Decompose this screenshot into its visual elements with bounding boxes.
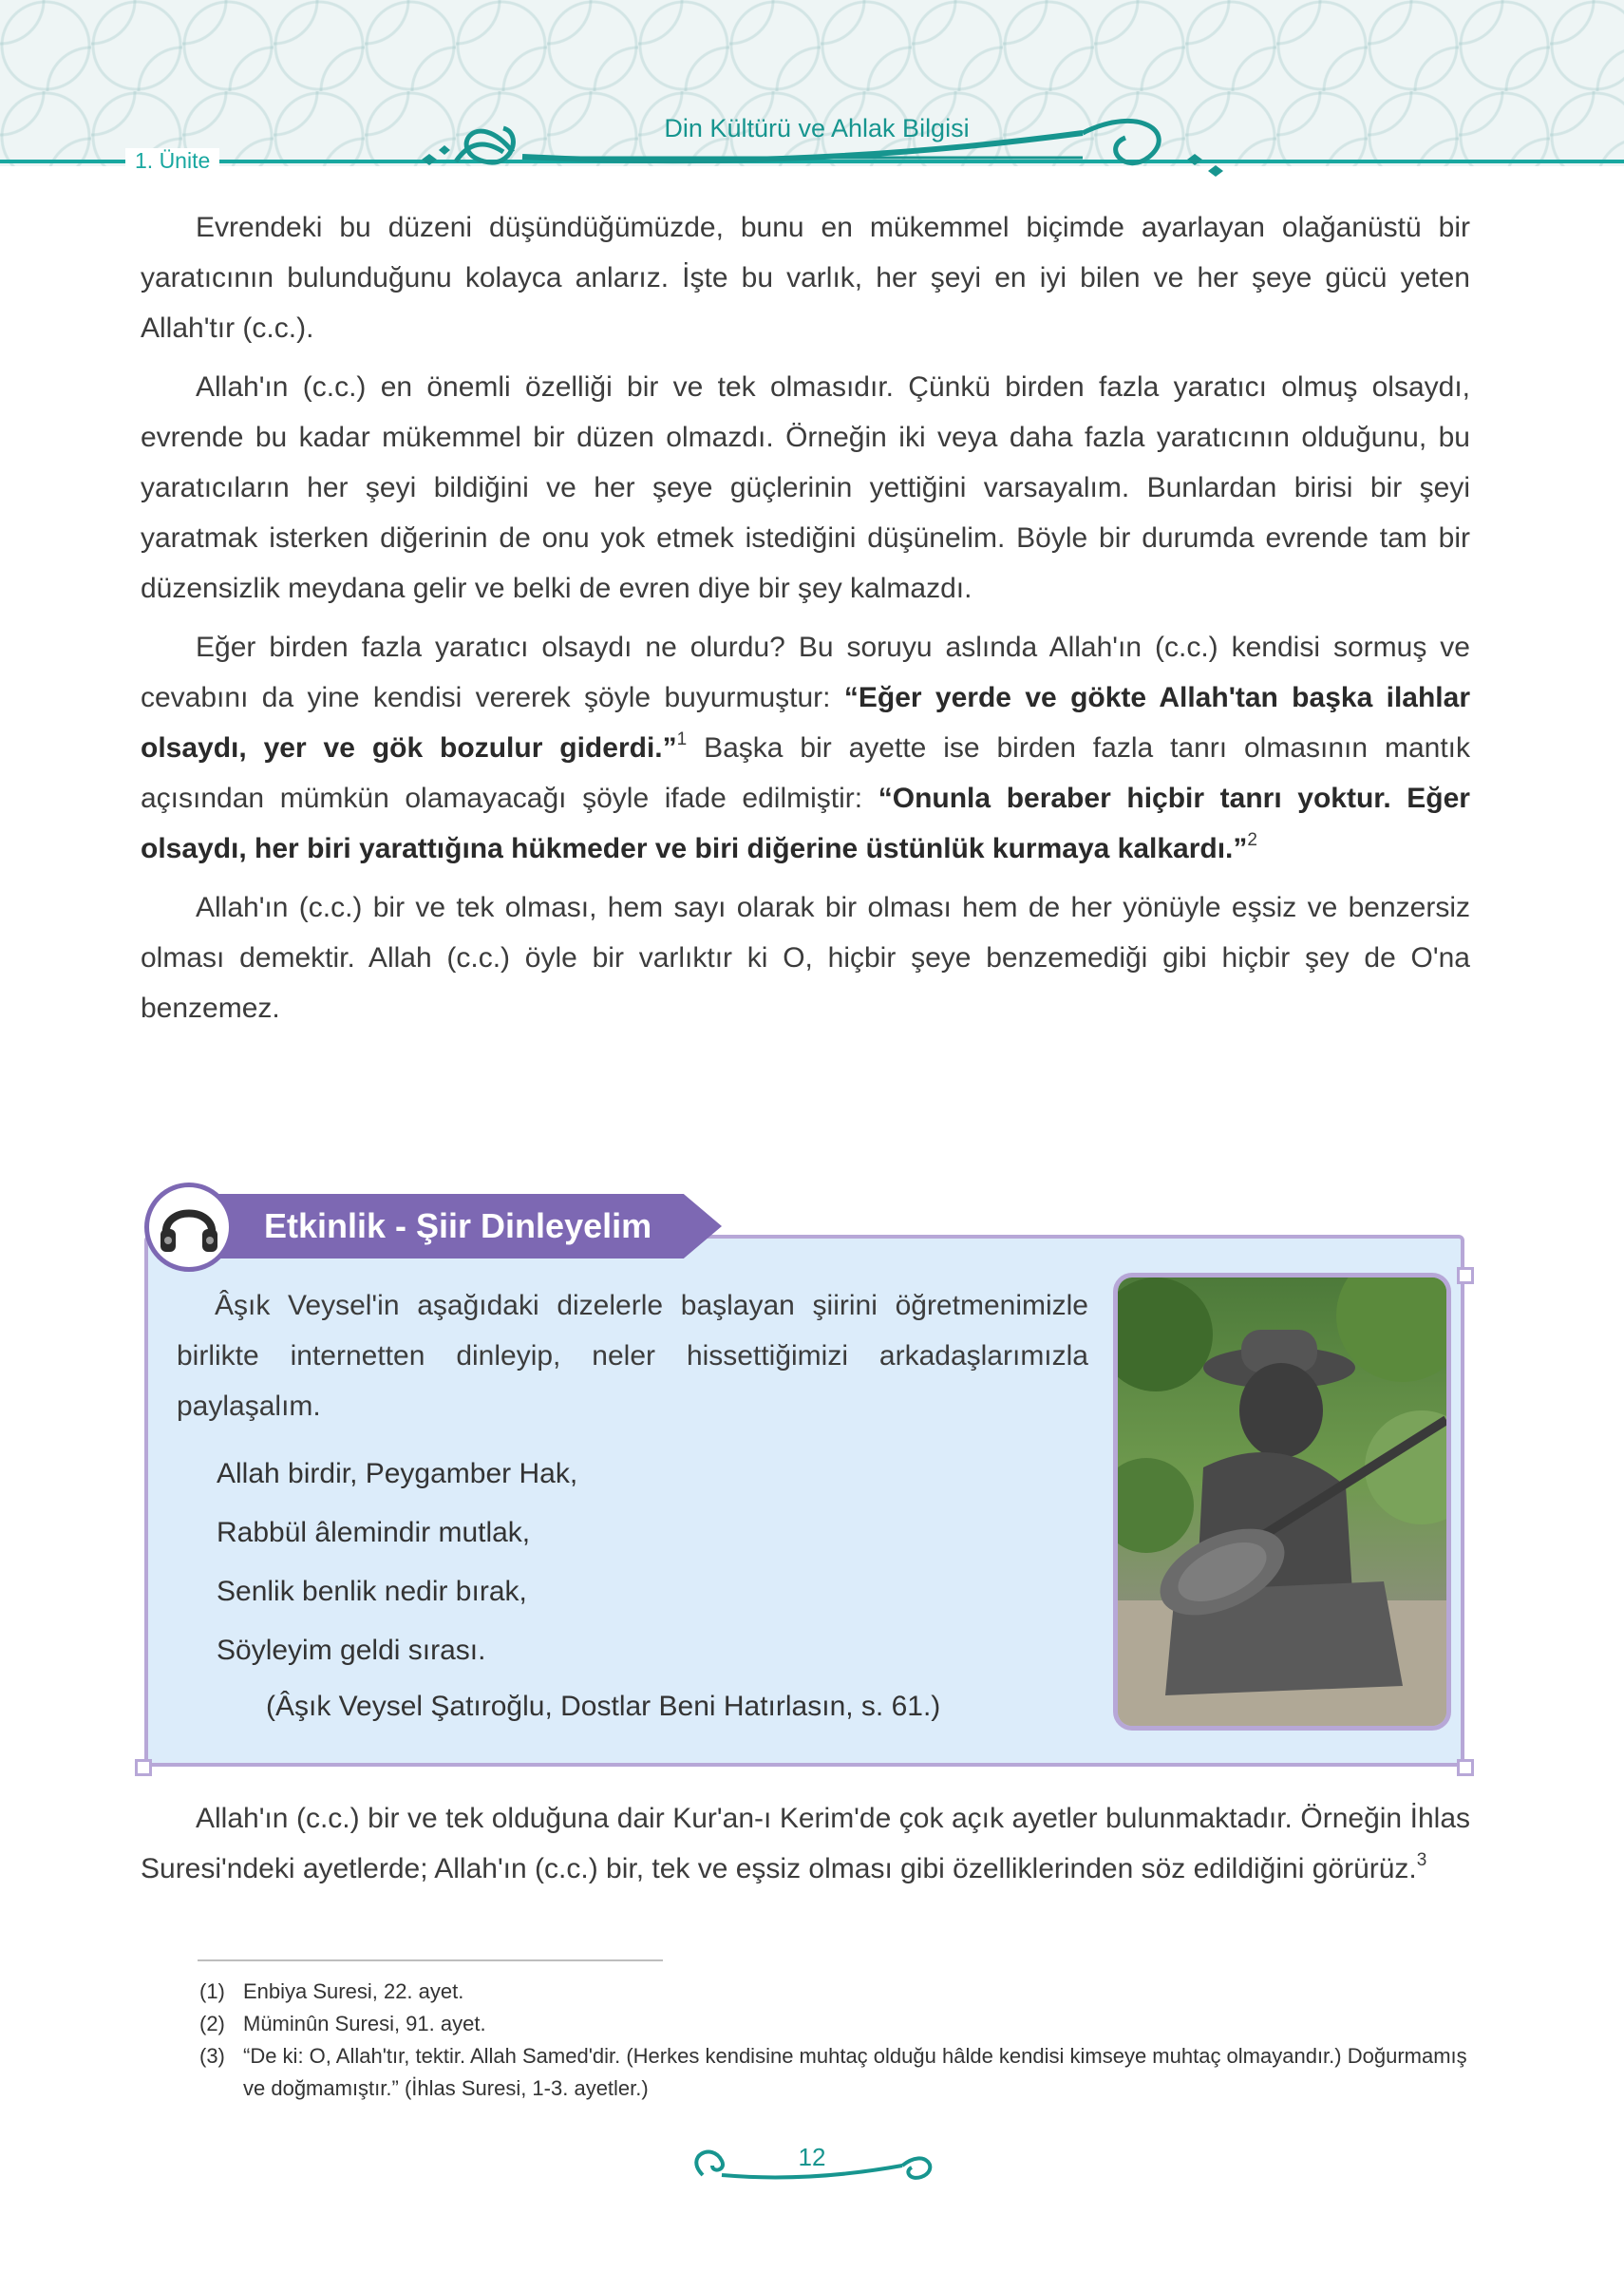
asik-veysel-statue-photo [1113,1273,1451,1731]
paragraph-3-text-a: Eğer birden fazla yaratıcı olsaydı ne olurdu? Bu soruyu aslında Allah'ın (c.c.) kendisi sormuş ve cevabını da yine kendisi vererek şöyle buyurmuştur: [141,632,1470,713]
footnote-ref-1: 1 [676,729,688,749]
paragraph-3-text-b: Başka bir ayette ise birden fazla tanrı olmasının mantık açısından mümkün olamayacağı şöyle ifade edilmiştir: [141,732,1470,814]
box-corner-ornament [1457,1759,1474,1776]
unit-label: 1. Ünite [125,148,219,174]
statue-illustration [1118,1277,1446,1726]
book-title: Din Kültürü ve Ahlak Bilgisi [664,114,970,142]
paragraph-5 [141,1793,1470,1894]
footnote [199,2040,1472,2105]
box-corner-ornament [135,1759,152,1776]
headphones-badge [144,1183,234,1272]
footnote-number: (3) [199,2044,225,2068]
footnote-text: Enbiya Suresi, 22. ayet. [243,1979,464,2003]
main-text-top [141,202,1470,1033]
box-corner-ornament [1457,1267,1474,1284]
paragraph-3 [141,622,1470,874]
poem-line: Söyleyim geldi sırası. [217,1635,486,1666]
paragraph-2: Allah'ın (c.c.) en önemli özelliği bir ve tek olmasıdır. Çünkü birden fazla yaratıcı olmuş olsaydı, evrende bu kadar mükemmel bir düzen olmazdı. Örneğin iki veya daha fazla yaratıcının olduğunu, bu yaratıcıların her şeyi bildiğini ve her şeye güçlerinin yettiğini varsayalım. Bunlardan birisi bir şeyi yaratmak isterken diğerinin de onu yok etmek istediğini düşünelim. Böyle bir durumda evrende tam bir düzensizlik meydana gelir ve belki de evren diye bir şey kalmazdı. [141,371,1470,604]
headphones-icon [149,1187,229,1267]
footnote-number: (2) [199,2012,225,2035]
quote-2: “Onunla beraber hiçbir tanrı yoktur. Eğer olsaydı, her biri yarattığına hükmeder ve biri diğerine üstünlük kurmaya kalkardı.” [141,783,1470,864]
activity-title: Etkinlik - Şiir Dinleyelim [264,1206,652,1245]
footnote-text: Müminûn Suresi, 91. ayet. [243,2012,486,2035]
footnote [199,2008,1472,2040]
footnote-number: (1) [199,1979,225,2003]
footnotes [199,1976,1472,2105]
activity-instructions [177,1280,1088,1431]
footnote-text: “De ki: O, Allah'tır, tektir. Allah Samed'dir. (Herkes kendisine muhtaç olduğu hâlde kendisi kimseye muhtaç olmayandır.) Doğurmamış ve doğmamıştır.” (İhlas Suresi, 1-3. ayetler.) [243,2044,1467,2100]
main-text-bottom [141,1793,1470,1894]
quote-1: “Eğer yerde ve gökte Allah'tan başka ilahlar olsaydı, yer ve gök bozulur giderdi.” [141,682,1470,764]
footnote-ref-2: 2 [1247,830,1257,850]
page-number: 12 [798,2143,826,2171]
paragraph-5-text: Allah'ın (c.c.) bir ve tek olduğuna dair Kur'an-ı Kerim'de çok açık ayetler bulunmaktadır. Örneğin İhlas Suresi'ndeki ayetlerde; Allah'ın (c.c.) bir, tek ve eşsiz olması gibi özelliklerinden söz edildiğini görürüz. [141,1803,1470,1884]
paragraph-1: Evrendeki bu düzeni düşündüğümüzde, bunu en mükemmel biçimde ayarlayan olağanüstü bir yaratıcının bulunduğunu kolayca anlarız. İşte bu varlık, her şeyi en iyi bilen ve her şeye gücü yeten Allah'tır (c.c.). [141,212,1470,344]
footnote [199,1976,1472,2008]
paragraph-4: Allah'ın (c.c.) bir ve tek olması, hem sayı olarak bir olması hem de her yönüyle eşsiz ve benzersiz olması demektir. Allah (c.c.) öyle bir varlıktır ki O, hiçbir şeye benzemediği gibi hiçbir şey de O'na benzemez. [141,892,1470,1024]
poem-line: Allah birdir, Peygamber Hak, [217,1458,578,1489]
footnote-ref-3: 3 [1416,1850,1427,1870]
poem [217,1445,577,1680]
poem-source: (Âşık Veysel Şatıroğlu, Dostlar Beni Hatırlasın, s. 61.) [266,1691,941,1722]
footnote-divider [198,1959,663,1961]
poem-line: Rabbül âlemindir mutlak, [217,1517,531,1548]
poem-line: Senlik benlik nedir bırak, [217,1576,527,1607]
activity-intro: Âşık Veysel'in aşağıdaki dizelerle başlayan şiirini öğretmenimizle birlikte internetten dinleyip, neler hissettiğimizi arkadaşlarımızla paylaşalım. [177,1290,1088,1422]
